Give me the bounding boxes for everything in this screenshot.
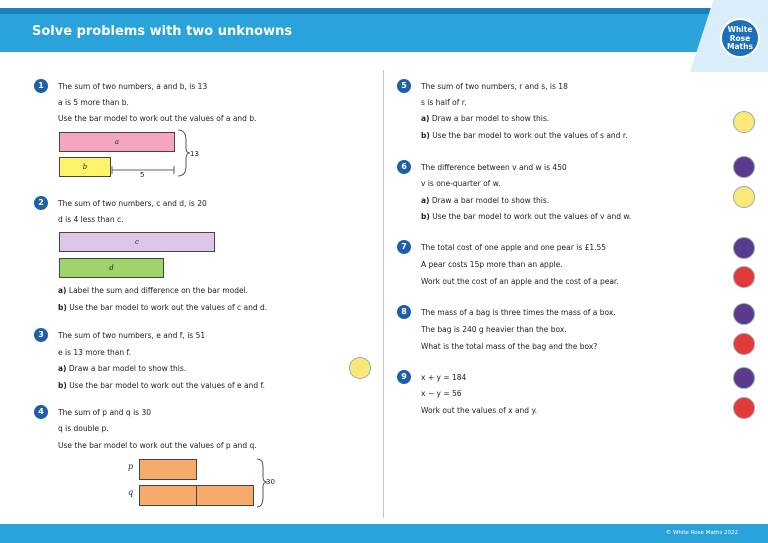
pencil-icon [733,186,755,208]
bar-p [139,459,197,480]
question-number-8: 8 [397,305,411,319]
toolbox-icon [733,333,755,355]
q1-line3: Use the bar model to work out the values of a and b. [58,114,257,123]
q1-line2: a is 5 more than b. [58,98,129,107]
q9-line1: x + y = 184 [421,373,467,382]
q3-part-a: a) Draw a bar model to show this. [58,364,187,373]
q9-line2: x − y = 56 [421,389,462,398]
bar-q-part1 [139,485,197,506]
q4-line3: Use the bar model to work out the values of p and q. [58,441,257,450]
footer-copyright: © White Rose Maths 2022 [665,530,738,536]
bar-b: b [59,157,111,177]
q2-line2: d is 4 less than c. [58,215,124,224]
q3-part-b: b) Use the bar model to work out the values of e and f. [58,381,266,390]
cloud-icon [733,303,755,325]
white-rose-logo: White Rose Maths [720,18,760,58]
question-number-4: 4 [34,405,48,419]
page-title: Solve problems with two unknowns [32,24,293,39]
pencil-icon [733,111,755,133]
question-number-9: 9 [397,370,411,384]
q4-line2: q is double p. [58,424,109,433]
question-number-1: 1 [34,79,48,93]
bar-q-part2 [196,485,254,506]
cloud-icon [733,367,755,389]
q1-line1: The sum of two numbers, a and b, is 13 [58,82,208,91]
cloud-icon [733,237,755,259]
footer-bar [0,524,768,543]
bar-c: c [59,232,215,252]
q3-line2: e is 13 more than f. [58,348,132,357]
q3-line1: The sum of two numbers, e and f, is 51 [58,331,206,340]
q4-q-label: q [128,488,134,497]
question-number-6: 6 [397,160,411,174]
q8-line2: The bag is 240 g heavier than the box. [421,325,567,334]
q2-part-a: a) Label the sum and difference on the bar model. [58,286,249,295]
q5-part-b: b) Use the bar model to work out the values of s and r. [421,131,628,140]
question-number-5: 5 [397,79,411,93]
bar-d: d [59,258,164,278]
q1-diff-label: 5 [140,171,145,179]
cloud-icon [733,156,755,178]
toolbox-icon [733,397,755,419]
q7-line1: The total cost of one apple and one pear is £1.55 [421,243,607,252]
q7-line2: A pear costs 15p more than an apple. [421,260,563,269]
q2-part-b: b) Use the bar model to work out the values of c and d. [58,303,268,312]
q5-line2: s is half of r. [421,98,467,107]
q8-line3: What is the total mass of the bag and the box? [421,342,598,351]
q5-line1: The sum of two numbers, r and s, is 18 [421,82,568,91]
q1-total-label: 13 [190,150,199,158]
q4-total-label: 30 [266,478,275,486]
question-number-2: 2 [34,196,48,210]
pencil-icon [349,357,371,379]
q6-part-b: b) Use the bar model to work out the values of v and w. [421,212,632,221]
q9-line3: Work out the values of x and y. [421,406,538,415]
q1-brackets [108,128,198,182]
q6-line2: v is one-quarter of w. [421,179,501,188]
q6-part-a: a) Draw a bar model to show this. [421,196,550,205]
q2-line1: The sum of two numbers, c and d, is 20 [58,199,207,208]
column-divider [383,70,384,518]
question-number-3: 3 [34,328,48,342]
question-number-7: 7 [397,240,411,254]
q8-line1: The mass of a bag is three times the mass of a box. [421,308,616,317]
toolbox-icon [733,266,755,288]
q4-p-label: p [128,462,134,471]
bar-a: a [59,132,175,152]
q5-part-a: a) Draw a bar model to show this. [421,114,550,123]
q4-line1: The sum of p and q is 30 [58,408,151,417]
q6-line1: The difference between v and w is 450 [421,163,567,172]
q7-line3: Work out the cost of an apple and the cost of a pear. [421,277,619,286]
